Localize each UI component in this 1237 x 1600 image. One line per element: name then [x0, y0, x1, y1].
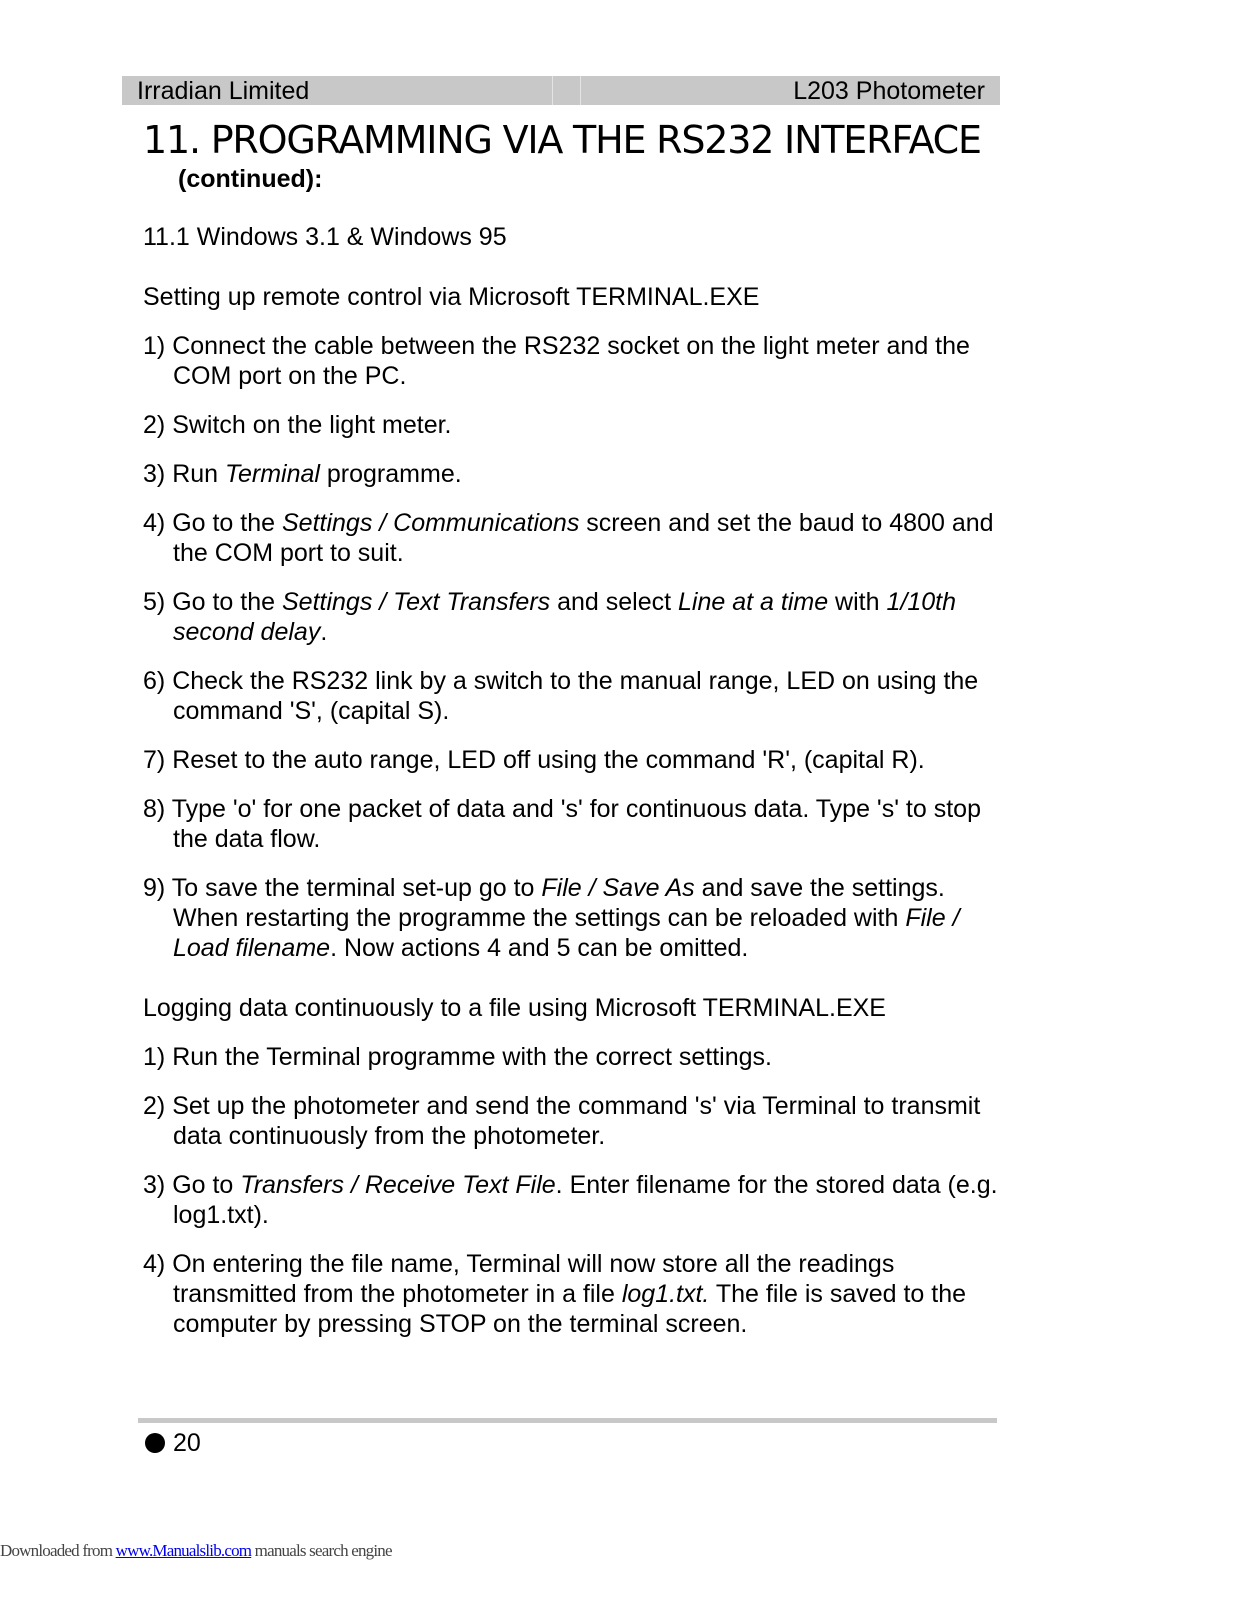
logging-intro: Logging data continuously to a file using Microsoft TERMINAL.EXE: [143, 994, 886, 1022]
section-subtitle: (continued):: [178, 165, 323, 193]
header-company: Irradian Limited: [137, 77, 310, 105]
page-number: 20: [173, 1429, 201, 1457]
setup-step-2: 2) Switch on the light meter.: [143, 411, 452, 439]
subheading: 11.1 Windows 3.1 & Windows 95: [143, 223, 507, 251]
setup-step-9: 9) To save the terminal set-up go to File / Save As and save the settings. When restarting the programme the settings can be reloaded with File / Load filename. Now actions 4 and 5 can be omitted.: [143, 874, 960, 962]
page-bullet-icon: [145, 1433, 165, 1453]
setup-step-8: 8) Type 'o' for one packet of data and 's' for continuous data. Type 's' to stop the data flow.: [143, 795, 981, 853]
setup-step-6: 6) Check the RS232 link by a switch to the manual range, LED on using the command 'S', (capital S).: [143, 667, 979, 725]
header-divider: [552, 76, 553, 105]
setup-step-7: 7) Reset to the auto range, LED off using the command 'R', (capital R).: [143, 746, 925, 774]
download-footer: [0, 1541, 392, 1561]
manualslib-link[interactable]: www.Manualslib.com: [115, 1541, 252, 1560]
setup-intro: Setting up remote control via Microsoft TERMINAL.EXE: [143, 283, 760, 311]
logging-step-3: 3) Go to Transfers / Receive Text File. Enter filename for the stored data (e.g. log1.txt).: [143, 1171, 998, 1229]
download-suffix: manuals search engine: [251, 1541, 392, 1560]
logging-step-4: 4) On entering the file name, Terminal will now store all the readings transmitted from the photometer in a file log1.txt. The file is saved to the computer by pressing STOP on the terminal screen.: [143, 1250, 967, 1338]
setup-step-4: 4) Go to the Settings / Communications screen and set the baud to 4800 and the COM port to suit.: [143, 509, 994, 567]
setup-step-5: 5) Go to the Settings / Text Transfers and select Line at a time with 1/10th second delay.: [143, 588, 956, 646]
logging-step-1: 1) Run the Terminal programme with the correct settings.: [143, 1043, 772, 1071]
header-product: L203 Photometer: [793, 77, 985, 105]
footer-rule: [138, 1418, 997, 1423]
setup-step-1: 1) Connect the cable between the RS232 socket on the light meter and the COM port on the PC.: [143, 332, 970, 390]
logging-step-2: 2) Set up the photometer and send the command 's' via Terminal to transmit data continuously from the photometer.: [143, 1092, 981, 1150]
document-body: [143, 222, 1005, 1358]
header-divider: [580, 76, 581, 105]
download-prefix: Downloaded from: [0, 1541, 116, 1560]
section-title: 11. PROGRAMMING VIA THE RS232 INTERFACE: [143, 118, 981, 162]
setup-step-3: 3) Run Terminal programme.: [143, 460, 462, 488]
